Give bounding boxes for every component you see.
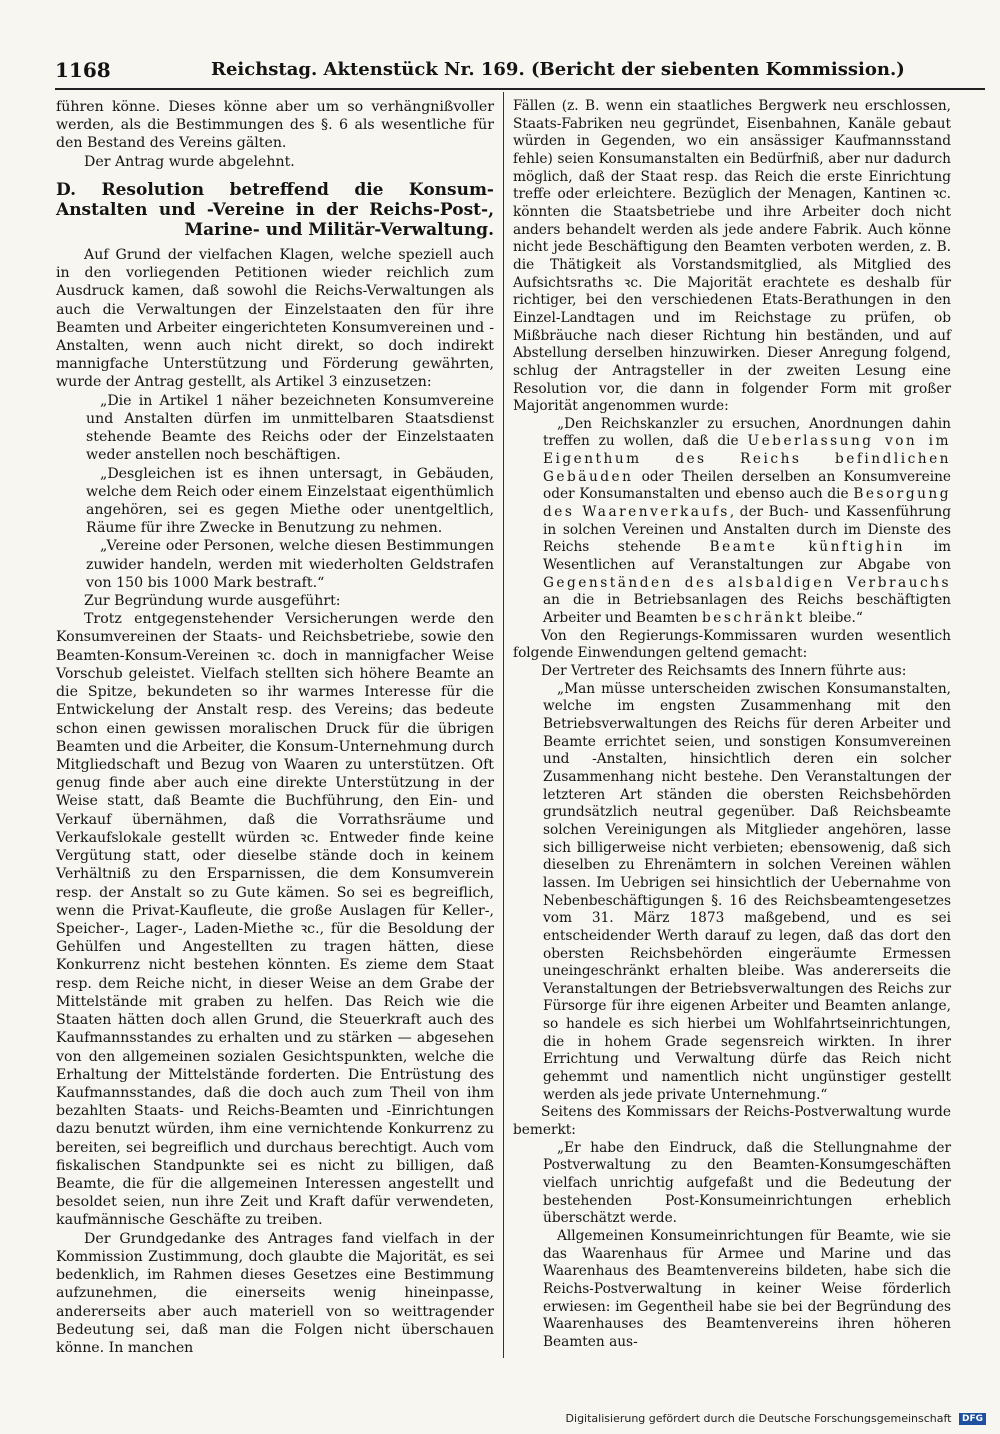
paragraph: Von den Regierungs-Kommissaren wurden wesentlich folgende Einwendungen geltend gemacht: (513, 627, 951, 662)
right-column (513, 98, 951, 1352)
quote-emphasis: Besorgung des Waarenverkaufs (543, 486, 951, 521)
quote-text: im Wesentlichen auf Veranstaltungen zur Abgabe von (543, 539, 951, 574)
quoted-statement: „Man müsse unterscheiden zwischen Konsumanstalten, welche im engsten Zusammenhang mit den Betriebsverwaltungen des Reichs für deren Arbeiter und Beamte errichtet seien, und sonstigen Konsumvereinen und -Anstalten, hinsichtlich deren ein solcher Zusammenhang nicht bestehe. Den Veranstaltungen der letzteren Art ständen die obersten Reichsbehörden grundsätzlich neutral gegenüber. Daß Reichsbeamte solchen Vereinigungen als Mitglieder angehören, lasse sich billigerweise nicht verbieten; ebensowenig, daß sich dieselben zu Ehrenämtern in solchen Vereinen wählen lassen. Im Uebrigen sei hinsichtlich der Uebernahme von Nebenbeschäftigungen §. 16 des Reichsbeamtengesetzes vom 31. März 1873 maßgebend, und es sei entscheidender Werth darauf zu legen, daß das dort den obersten Reichsbehörden eingeräumte Ermessen uneingeschränkt erhalten bleibe. Was andererseits die Veranstaltungen der Betriebsverwaltungen des Reichs zur Fürsorge für ihre eigenen Arbeiter und Beamten anlange, so handele es sich hierbei um Wohlfahrtseinrichtungen, die in hohem Grade segensreich wirkten. In ihrer Errichtung und Verwaltung dürfe das Reich nicht gehemmt und namentlich nicht ungünstiger gestellt werden als jede private Unternehmung.“ (543, 680, 951, 1103)
section-heading: D. Resolution betreffend die Konsum-Anstalten und -Vereine in der Reichs-Post-, Marine- und Militär-Verwaltung. (56, 179, 494, 240)
quote-text: , der Buch- und Kassenführung in solchen Vereinen und Anstalten durch im Dienste des Reichs stehende (543, 504, 952, 556)
left-column (56, 98, 494, 1357)
paragraph: Der Antrag wurde abgelehnt. (84, 153, 295, 170)
column-separator (503, 92, 504, 1358)
page-number: 1168 (55, 58, 111, 82)
quote-text: bleibe.“ (804, 610, 863, 627)
running-title: Reichstag. Aktenstück Nr. 169. (Bericht der siebenten Kommission.) (211, 59, 905, 80)
credit-text: Digitalisierung gefördert durch die Deutsche Forschungsgemeinschaft (565, 1412, 952, 1425)
quote-emphasis: beschränkt (701, 610, 805, 627)
quote-text: an die in Betriebsanlagen des Reichs beschäftigten Arbeiter und Beamten (543, 592, 951, 627)
header-rule (55, 88, 985, 90)
paragraph: Seitens des Kommissars der Reichs-Postverwaltung wurde bemerkt: (513, 1104, 951, 1139)
quote-emphasis: Gegenständen des alsbaldigen Verbrauchs (543, 574, 951, 591)
dfg-logo: DFG (959, 1413, 986, 1425)
quote-text: oder Theilen derselben an Konsumvereine oder Konsumanstalten und ebenso auch die (543, 468, 951, 503)
paragraph: Fällen (z. B. wenn ein staatliches Bergwerk neu erschlossen, Staats-Fabriken neu gegründet, Eisenbahnen, Kanäle gebaut würden in Gegenden, wo ein ansässiger Kaufmannsstand fehle) seien Konsumanstalten ein Bedürfniß, aber nur dadurch möglich, daß der Staat resp. das Reich die erste Einrichtung treffe oder erleichtere. Bezüglich der Menagen, Kantinen ꝛc. könnten die Staatsbetriebe und ihre Arbeiter doch nicht anders behandelt werden als jede andere Fabrik. Auch könne nicht jede Beschäftigung den Beamten verboten werden, z. B. die Thätigkeit als Vorstandsmitglied, als Mitglied des Aufsichtsraths ꝛc. Die Majorität erachtete es deshalb für richtiger, bei den verschiedenen Etats-Berathungen in den Einzel-Landtagen und im Reichstage zu prüfen, ob Mißbräuche nach dieser Richtung hin beständen, und auf Abstellung derselben hinzuwirken. Dieser Anregung folgend, schlug der Antragsteller in der zweiten Lesung eine Resolution vor, die dann in folgender Form mit großer Majorität angenommen wurde: (513, 98, 951, 415)
quote-text: „Den Reichskanzler zu ersuchen, Anordnungen dahin treffen zu wollen, daß die (543, 415, 951, 450)
quoted-statement: Allgemeinen Konsumeinrichtungen für Beamte, wie sie das Waarenhaus für Armee und Marine und das Waarenhaus des Beamtenvereins bildeten, habe sich die Reichs-Postverwaltung in keiner Weise förderlich erwiesen: im Gegentheil habe sie bei der Begründung des Waarenhauses des Beamtenvereins ihren höheren Beamten aus- (543, 1228, 951, 1350)
quoted-article: „Die in Artikel 1 näher bezeichneten Konsumvereine und Anstalten dürfen im unmittelbaren Staatsdienst stehende Beamte des Reichs oder der Einzelstaaten weder anstellen noch beschäftigen. (86, 392, 494, 464)
paragraph: Trotz entgegenstehender Versicherungen werde den Konsumvereinen der Staats- und Reichsbetriebe, sowie den Beamten-Konsum-Vereinen ꝛc. doch in mannigfacher Weise Vorschub geleistet. Vielfach stellten sich höhere Beamte an die Spitze, bekundeten so ihr warmes Interesse für die Entwickelung der Anstalt resp. des Vereins; das bedeute schon einen gewissen moralischen Druck für die übrigen Beamten und die Arbeiter, die Konsum-Unternehmung durch Mitgliedschaft und Bezug von Waaren zu unterstützen. Oft genug finde aber auch eine direkte Unterstützung in der Weise statt, daß Beamte die Buchführung, den Ein- und Verkauf übernähmen, daß die Vorrathsräume und Verkaufslokale gestellt würden ꝛc. Entweder finde keine Vergütung statt, oder dieselbe stände doch in keinem Verhältniß zu den Ersparnissen, die dem Konsumverein resp. der Anstalt so zu Gute kämen. So sei es begreiflich, wenn die Privat-Kaufleute, die große Auslagen für Keller-, Speicher-, Lager-, Laden-Miethe ꝛc., für die Besoldung der Gehülfen und Angestellten zu tragen hätten, diese Konkurrenz nicht bestehen könnten. Es ziemе dem Staat resp. dem Reiche nicht, in dieser Weise an dem Grabe der Mittelstände mit graben zu helfen. Das Reich wie die Staaten hätten doch allen Grund, die Steuerkraft auch des Kaufmannsstandes zu erhalten und zu stärken — abgesehen von den allgemeinen sozialen Gesichtspunkten, welche die Erhaltung der Mittelstände forderten. Die Entrüstung des Kaufmannsstandes, daß die doch auch zum Theil von ihm bezahlten Staats- und Reichs-Beamten und -Einrichtungen dazu benutzt würden, ihm eine vernichtende Konkurrenz zu bereiten, sei begreiflich und durchaus berechtigt. Auch vom fiskalischen Standpunkte sei es nicht zu billigen, daß Beamte, die für die allgemeinen Interessen angestellt und besoldet seien, nun ihre Zeit und Kraft dafür verwendeten, kaufmännische Geschäfte zu treiben. (56, 611, 494, 1229)
paragraph: Der Vertreter des Reichsamts des Innern führte aus: (541, 663, 907, 679)
quoted-statement: „Er habe den Eindruck, daß die Stellungnahme der Postverwaltung zu den Beamten-Konsumgeschäften vielfach unrichtig aufgefaßt und die Bedeutung der bestehenden Post-Konsumeinrichtungen erheblich überschätzt werde. (543, 1139, 951, 1227)
quoted-article: „Vereine oder Personen, welche diesen Bestimmungen zuwider handeln, werden mit wiederholten Geldstrafen von 150 bis 1000 Mark bestraft.“ (86, 538, 494, 591)
resolution-quote (513, 416, 951, 628)
paragraph: Der Grundgedanke des Antrages fand vielfach in der Kommission Zustimmung, doch glaubte die Majorität, es sei bedenklich, im Rahmen dieses Gesetzes eine Bestimmung aufzunehmen, die einerseits wenig hineinpasse, andererseits aber auch materiell von so weittragender Bedeutung sei, daß man die Folgen nicht überschauen könne. In manchen (56, 1230, 494, 1356)
quote-emphasis: Beamte künftighin (709, 539, 906, 556)
paragraph: Zur Begründung wurde ausgeführt: (84, 593, 341, 610)
digitization-credit (566, 1412, 986, 1425)
page-header (55, 58, 940, 88)
paragraph: führen könne. Dieses könne aber um so verhängnißvoller werden, als die Bestimmungen des §. 6 als wesentliche für den Bestand des Vereins gälten. (56, 99, 494, 152)
quote-emphasis: Ueberlassung von im Eigenthum des Reichs befindlichen Gebäuden (543, 433, 951, 485)
quoted-article: „Desgleichen ist es ihnen untersagt, in Gebäuden, welche dem Reich oder einem Einzelstaat eigenthümlich angehören, sei es gegen Miethe oder unentgeltlich, Räume für ihre Zwecke in Benutzung zu nehmen. (86, 465, 494, 537)
paragraph: Auf Grund der vielfachen Klagen, welche speziell auch in den vorliegenden Petitionen wieder reichlich zum Ausdruck kamen, daß sowohl die Reichs-Verwaltungen als auch die Verwaltungen der Einzelstaaten den für ihre Beamten und Arbeiter eingerichteten Konsumvereinen und -Anstalten, wenn auch nicht direkt, so doch indirekt mannigfache Unterstützung und Förderung gewährten, wurde der Antrag gestellt, als Artikel 3 einzusetzen: (56, 246, 494, 391)
